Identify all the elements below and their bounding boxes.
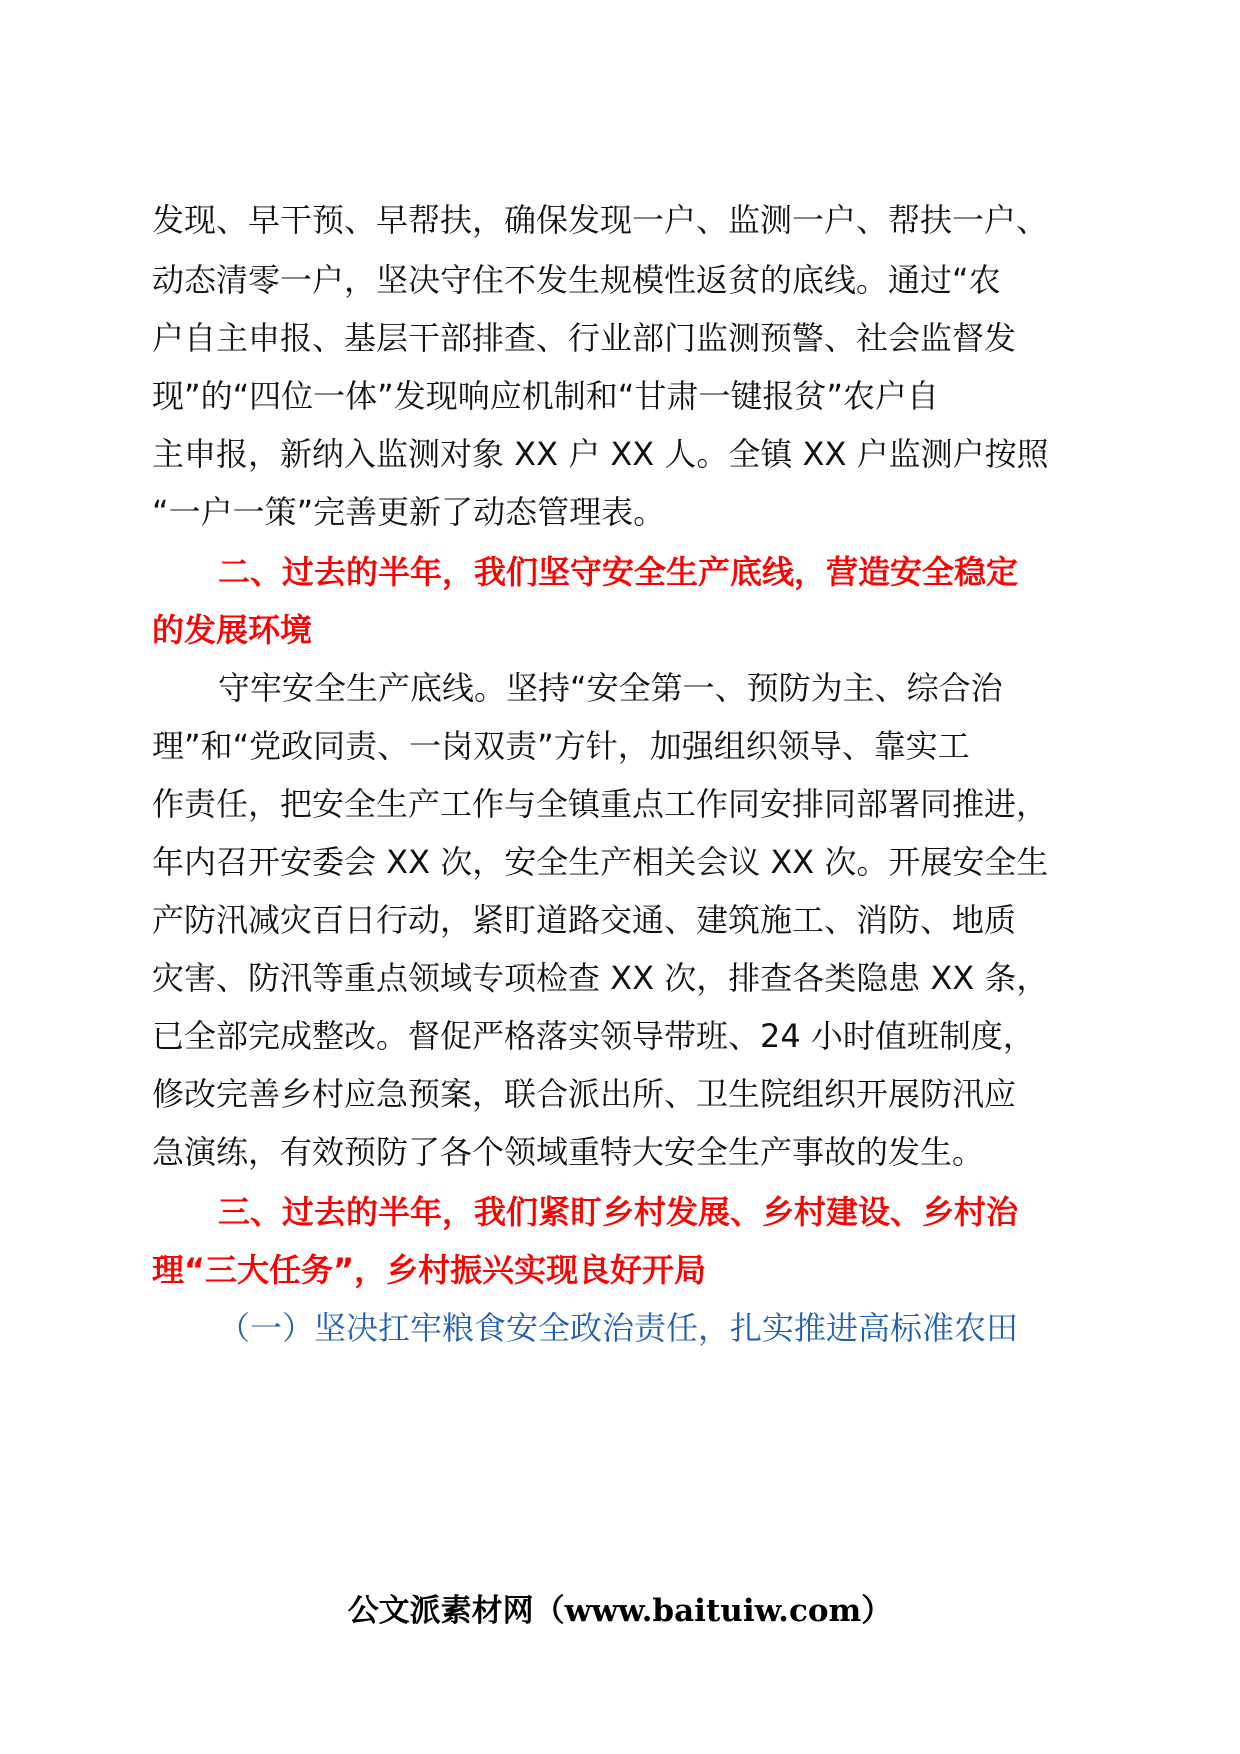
paragraph-line: “一户一策”完善更新了动态管理表。 (152, 493, 666, 531)
heading-line: 的发展环境 (152, 611, 313, 649)
footer-watermark: 公文派素材网（www.baituiw.com） (347, 1593, 893, 1629)
paragraph-line: 发现、早干预、早帮扶，确保发现一户、监测一户、帮扶一户、 (152, 201, 1049, 239)
heading-line: 二、过去的半年，我们坚守安全生产底线，营造安全稳定 (218, 553, 1019, 591)
paragraph-line: 修改完善乡村应急预案，联合派出所、卫生院组织开展防汛应 (152, 1075, 1017, 1113)
heading-line: 理“三大任务”，乡村振兴实现良好开局 (152, 1251, 707, 1289)
paragraph-line: 年内召开安委会 XX 次，安全生产相关会议 XX 次。开展安全生 (152, 843, 1049, 881)
paragraph-line: 守牢安全生产底线。坚持“安全第一、预防为主、综合治 (218, 669, 1003, 707)
heading-line: 三、过去的半年，我们紧盯乡村发展、乡村建设、乡村治 (218, 1193, 1019, 1231)
subheading-grain-security: （一）坚决扛牢粮食安全政治责任，扎实推进高标准农田 (218, 1309, 1019, 1347)
paragraph-line: 现”的“四位一体”发现响应机制和“甘肃一键报贫”农户自 (152, 377, 939, 415)
paragraph-line: 灾害、防汛等重点领域专项检查 XX 次，排查各类隐患 XX 条， (152, 959, 1049, 997)
paragraph-line: 理”和“党政同责、一岗双责”方针，加强组织领导、靠实工 (152, 727, 970, 765)
paragraph-line: 主申报，新纳入监测对象 XX 户 XX 人。全镇 XX 户监测户按照 (152, 435, 1049, 473)
paragraph-line: 作责任，把安全生产工作与全镇重点工作同安排同部署同推进， (152, 785, 1049, 823)
paragraph-line: 户自主申报、基层干部排查、行业部门监测预警、社会监督发 (152, 319, 1017, 357)
paragraph-line: 已全部完成整改。督促严格落实领导带班、24 小时值班制度， (152, 1017, 1035, 1055)
paragraph-line: 动态清零一户，坚决守住不发生规模性返贫的底线。通过“农 (152, 261, 1001, 299)
paragraph-line: 急演练，有效预防了各个领域重特大安全生产事故的发生。 (152, 1133, 985, 1171)
paragraph-line: 产防汛减灾百日行动，紧盯道路交通、建筑施工、消防、地质 (152, 901, 1017, 939)
